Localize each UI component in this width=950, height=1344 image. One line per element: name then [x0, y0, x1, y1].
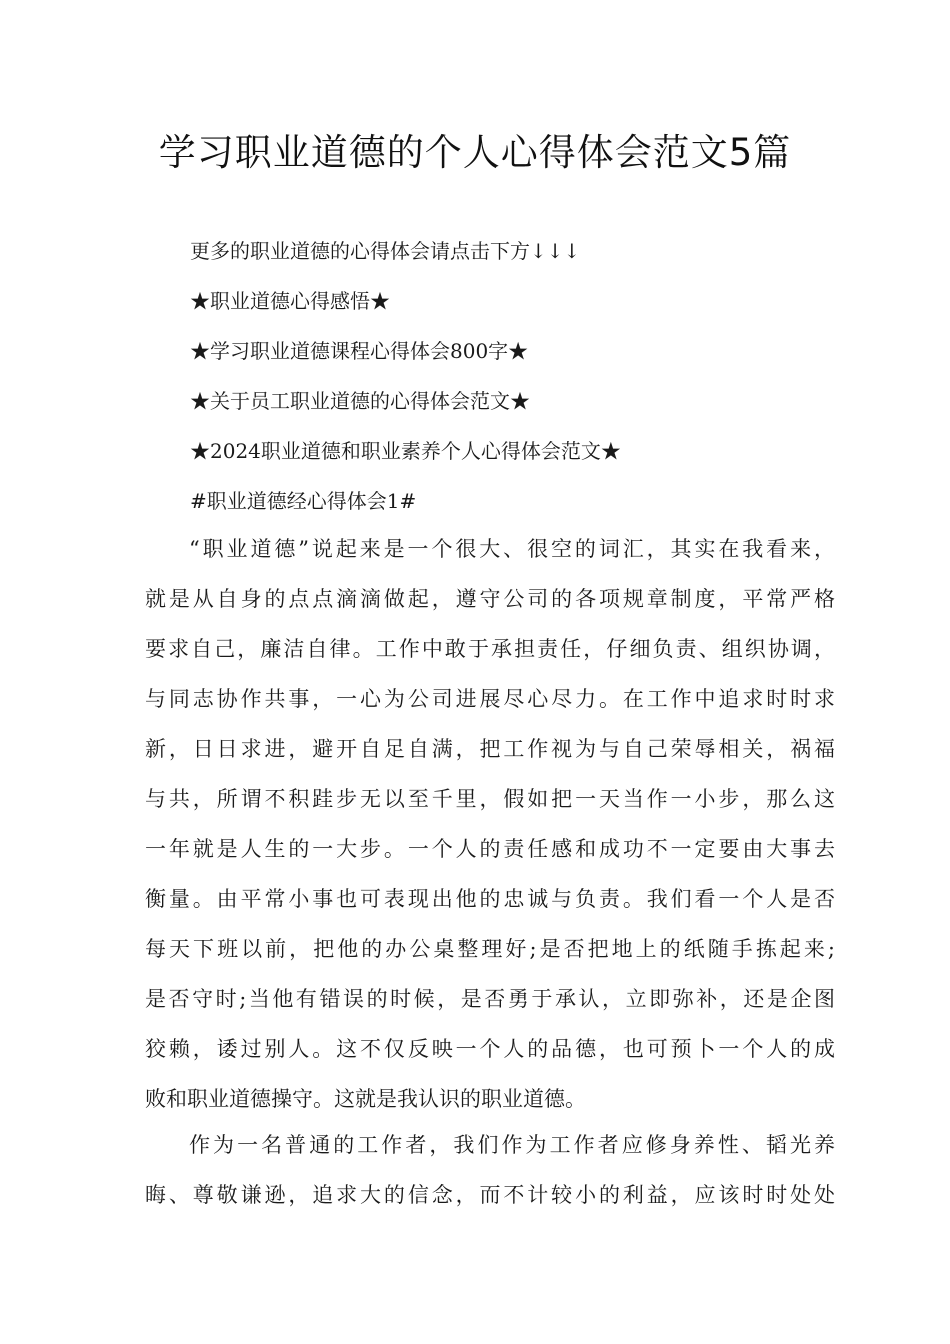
paragraph-line: 晦、尊敬谦逊，追求大的信念，而不计较小的利益，应该时时处处 — [145, 1183, 835, 1207]
paragraph-line: 衡量。由平常小事也可表现出他的忠诚与负责。我们看一个人是否 — [145, 887, 835, 911]
paragraph-1 — [145, 524, 835, 1124]
paragraph-line: 败和职业道德操守。这就是我认识的职业道德。 — [145, 1087, 586, 1111]
paragraph-line: 一年就是人生的一大步。一个人的责任感和成功不一定要由大事去 — [145, 837, 835, 861]
link-item[interactable]: ★关于员工职业道德的心得体会范文★ — [190, 389, 530, 413]
paragraph-line: 每天下班以前，把他的办公桌整理好;是否把地上的纸随手拣起来; — [145, 937, 835, 961]
paragraph-line: 与共，所谓不积跬步无以至千里，假如把一天当作一小步，那么这 — [145, 787, 835, 811]
paragraph-line: “职业道德”说起来是一个很大、很空的词汇，其实在我看来， — [189, 537, 835, 561]
paragraph-line: 要求自己，廉洁自律。工作中敢于承担责任，仔细负责、组织协调， — [145, 637, 835, 661]
paragraph-line: 作为一名普通的工作者，我们作为工作者应修身养性、韬光养 — [189, 1133, 835, 1157]
document-title: 学习职业道德的个人心得体会范文5篇 — [158, 131, 792, 174]
paragraph-line: 就是从自身的点点滴滴做起，遵守公司的各项规章制度，平常严格 — [145, 587, 835, 611]
paragraph-line: 新，日日求进，避开自足自满，把工作视为与自己荣辱相关，祸福 — [145, 737, 835, 761]
link-item[interactable]: ★职业道德心得感悟★ — [190, 289, 390, 313]
paragraph-2 — [145, 1120, 835, 1220]
link-item[interactable]: ★学习职业道德课程心得体会800字★ — [190, 339, 529, 363]
intro-text: 更多的职业道德的心得体会请点击下方↓↓↓ — [190, 239, 581, 263]
paragraph-line: 是否守时;当他有错误的时候，是否勇于承认，立即弥补，还是企图 — [145, 987, 835, 1011]
paragraph-line: 狡赖，诿过别人。这不仅反映一个人的品德，也可预卜一个人的成 — [145, 1037, 835, 1061]
link-item[interactable]: ★2024职业道德和职业素养个人心得体会范文★ — [190, 439, 621, 463]
paragraph-line: 与同志协作共事，一心为公司进展尽心尽力。在工作中追求时时求 — [145, 687, 835, 711]
section-heading: #职业道德经心得体会1# — [190, 489, 417, 513]
